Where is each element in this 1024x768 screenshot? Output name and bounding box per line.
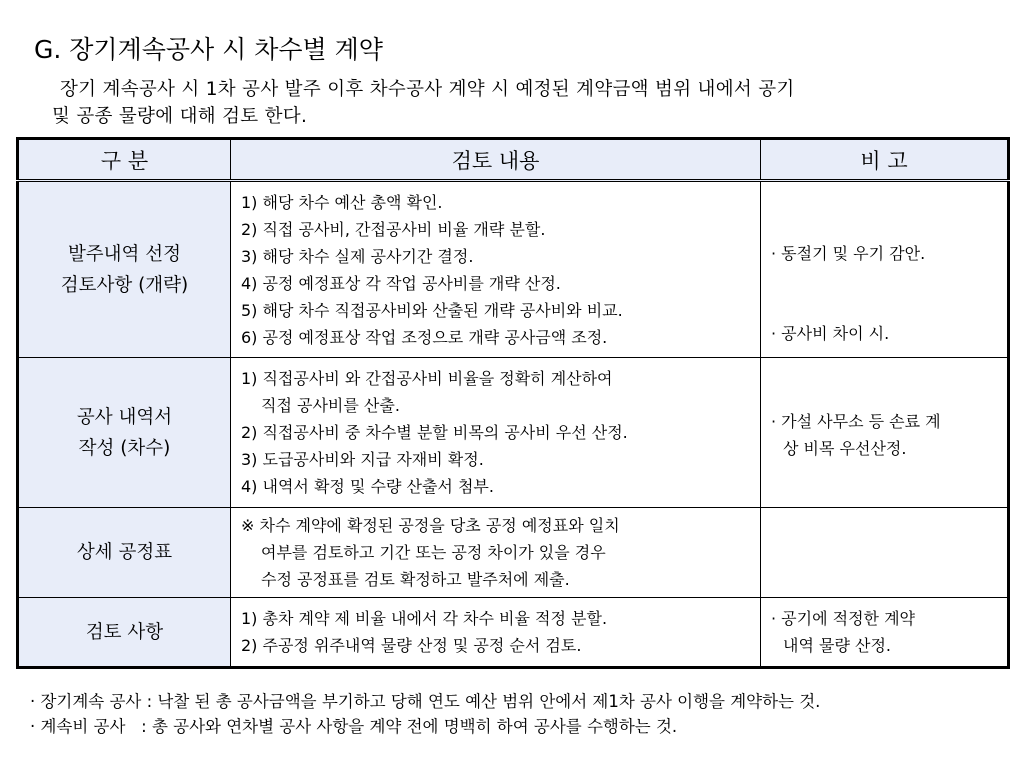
category-line: 검토사항 (개략) bbox=[60, 274, 189, 296]
table-row bbox=[18, 181, 1009, 358]
footnote: · 장기계속 공사 : 낙찰 된 총 공사금액을 부기하고 당해 연도 예산 범위 안에서 제1차 공사 이행을 계약하는 것. bbox=[30, 692, 821, 711]
page-title: G. 장기계속공사 시 차수별 계약 bbox=[34, 35, 383, 64]
footnotes bbox=[30, 689, 820, 739]
category-cell bbox=[18, 598, 231, 668]
intro-line-2: 및 공종 물량에 대해 검토 한다. bbox=[52, 106, 308, 127]
content-line: 수정 공정표를 검토 확정하고 발주처에 제출. bbox=[261, 570, 570, 589]
content-line: 3) 도급공사비와 지급 자재비 확정. bbox=[241, 450, 484, 469]
remark-line: · 동절기 및 우기 감안. bbox=[771, 244, 926, 263]
content-line: 2) 주공정 위주내역 물량 산정 및 공정 순서 검토. bbox=[241, 636, 582, 655]
content-cell bbox=[231, 181, 761, 358]
content-line: 3) 해당 차수 실제 공사기간 결정. bbox=[241, 246, 474, 266]
content-line: 1) 직접공사비 와 간접공사비 비율을 정확히 계산하여 bbox=[241, 369, 613, 388]
content-line: 4) 공정 예정표상 각 작업 공사비를 개략 산정. bbox=[241, 273, 561, 293]
content-line: 직접 공사비를 산출. bbox=[261, 396, 400, 415]
category-line: 공사 내역서 bbox=[76, 406, 173, 428]
table-row bbox=[18, 508, 1009, 598]
review-table bbox=[16, 137, 1010, 669]
remark-cell bbox=[761, 358, 1009, 508]
content-line: ※ 차수 계약에 확정된 공정을 당초 공정 예정표와 일치 bbox=[241, 516, 620, 535]
content-line: 1) 총차 계약 제 비율 내에서 각 차수 비율 적정 분할. bbox=[241, 609, 608, 628]
category-line: 작성 (차수) bbox=[78, 437, 171, 459]
remark-line: 내역 물량 산정. bbox=[783, 636, 891, 655]
remark-line: · 가설 사무소 등 손료 계 bbox=[771, 411, 941, 431]
content-line: 여부를 검토하고 기간 또는 공정 차이가 있을 경우 bbox=[261, 543, 606, 562]
category-cell bbox=[18, 508, 231, 598]
content-line: 2) 직접 공사비, 간접공사비 비율 개략 분할. bbox=[241, 219, 546, 239]
category-line: 발주내역 선정 bbox=[67, 243, 182, 265]
remark-line: 상 비목 우선산정. bbox=[783, 438, 907, 458]
content-cell bbox=[231, 598, 761, 668]
table-row bbox=[18, 598, 1009, 668]
content-cell bbox=[231, 508, 761, 598]
content-line: 5) 해당 차수 직접공사비와 산출된 개략 공사비와 비교. bbox=[241, 300, 623, 320]
category-line: 검토 사항 bbox=[85, 621, 164, 643]
remark-cell bbox=[761, 598, 1009, 668]
header-remark: 비 고 bbox=[761, 139, 1009, 181]
content-line: 1) 해당 차수 예산 총액 확인. bbox=[241, 192, 443, 212]
category-cell bbox=[18, 181, 231, 358]
remark-cell bbox=[761, 508, 1009, 598]
table-row bbox=[18, 358, 1009, 508]
content-cell bbox=[231, 358, 761, 508]
category-line: 상세 공정표 bbox=[76, 542, 173, 563]
remark-cell bbox=[761, 181, 1009, 358]
header-category: 구 분 bbox=[18, 139, 231, 181]
category-cell bbox=[18, 358, 231, 508]
footnote: · 계속비 공사 : 총 공사와 연차별 공사 사항을 계약 전에 명백히 하여 공사를 수행하는 것. bbox=[30, 717, 678, 736]
intro-paragraph bbox=[52, 76, 992, 130]
content-line: 6) 공정 예정표상 작업 조정으로 개략 공사금액 조정. bbox=[241, 327, 608, 347]
header-content: 검토 내용 bbox=[231, 139, 761, 181]
remark-line: · 공사비 차이 시. bbox=[771, 324, 890, 343]
intro-line-1: 장기 계속공사 시 1차 공사 발주 이후 차수공사 계약 시 예정된 계약금액 범위 내에서 공기 bbox=[60, 79, 795, 100]
content-line: 4) 내역서 확정 및 수량 산출서 첨부. bbox=[241, 477, 494, 496]
table-header-row bbox=[18, 139, 1009, 181]
remark-line: · 공기에 적정한 계약 bbox=[771, 609, 915, 628]
content-line: 2) 직접공사비 중 차수별 분할 비목의 공사비 우선 산정. bbox=[241, 423, 628, 442]
